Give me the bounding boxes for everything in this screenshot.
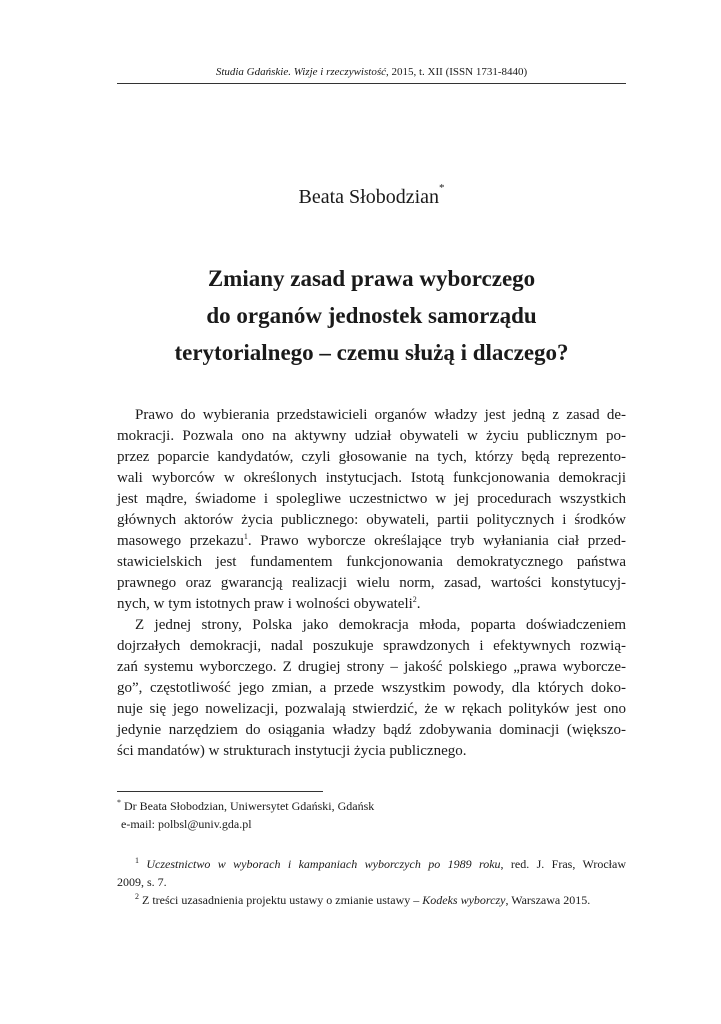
body-text-span: nych, w tym istotnych praw i wolności obywateli [117, 596, 413, 612]
body-line [117, 594, 626, 615]
body-line: wali wyborców w określonych instytucjach. Istotą funkcjonowania demokracji [117, 470, 626, 486]
footnote-2-details: , Warszawa 2015. [505, 893, 591, 907]
body-text-span: masowego przekazu [117, 533, 244, 549]
footnote-1-number: 1 [135, 856, 139, 865]
body-line: jest mądre, świadome i spolegliwe uczestnictwo w jej procedurach wszystkich [117, 491, 626, 507]
title-line: do organów jednostek samorządu [206, 303, 537, 328]
body-line: prawnego oraz gwarancją realizacji wielu norm, zasad, wartości konstytucyj- [117, 575, 626, 591]
footnote-ref-1: 1 [243, 532, 248, 541]
footnote-1 [117, 855, 626, 873]
author-footnote [117, 797, 626, 815]
body-line: stawicielskich jest fundamentem funkcjonowania demokratycznego państwa [117, 554, 626, 570]
body-line: mokracji. Pozwala ono na aktywny udział obywateli w życiu publicznym po- [117, 428, 626, 444]
body-line: głównych aktorów życia publicznego: obywateli, partii politycznych i środków [117, 512, 626, 528]
footnote-1-continuation: 2009, s. 7. [117, 875, 167, 889]
body-line [117, 531, 626, 552]
body-line: ści mandatów) w strukturach instytucji życia publicznego. [117, 743, 467, 759]
body-line: dojrzałych demokracji, nadal poszukuje sprawdzonych i efektywnych rozwią- [117, 638, 626, 654]
footnote-2-lead: Z treści uzasadnienia projektu ustawy o zmianie ustawy – [139, 893, 423, 907]
author-footnote-mark: * [439, 182, 445, 195]
footnote-1-title: Uczestnictwo w wyborach i kampaniach wyborczych po 1989 roku [146, 857, 501, 871]
footnote-rule [117, 791, 323, 792]
running-header [117, 66, 626, 78]
article-body [117, 405, 626, 762]
author-email: e-mail: polbsl@univ.gda.pl [121, 817, 252, 831]
body-line: zań systemu wyborczego. Z drugiej strony – jakość polskiego „prawa wyborcze- [117, 659, 626, 675]
body-line: go”, częstotliwość jego zmian, a przede wszystkim powody, dla których doko- [117, 680, 626, 696]
body-line: nuje się jego nowelizacji, pozwalają stwierdzić, że w rękach polityków jest ono [117, 701, 626, 717]
author-name-text: Beata Słobodzian [298, 186, 440, 208]
body-line: przez poparcie kandydatów, czyli głosowanie na tych, którzy będą reprezento- [117, 449, 626, 465]
author-footnote-mark: * [117, 798, 121, 807]
footnote-1-details: , red. J. Fras, Wrocław [500, 857, 627, 871]
footnote-2-number: 2 [135, 892, 139, 901]
header-rule [117, 83, 626, 84]
body-line: Z jednej strony, Polska jako demokracja młoda, poparta doświadczeniem [135, 617, 626, 633]
author-name [117, 182, 626, 209]
footnote-2 [117, 891, 626, 909]
footnotes [117, 797, 626, 909]
body-text-span: . Prawo wyborcze określające tryb wyłaniania ciał przed- [247, 533, 627, 549]
body-line: jedynie narzędziem do osiągania władzy bądź zdobywania dominacji (większo- [117, 722, 626, 738]
title-line: terytorialnego – czemu służą i dlaczego? [174, 340, 569, 365]
article-title [117, 260, 626, 371]
title-line: Zmiany zasad prawa wyborczego [207, 266, 536, 291]
journal-details: , 2015, t. XII (ISSN 1731-8440) [386, 66, 528, 78]
footnote-ref-2: 2 [412, 595, 417, 604]
journal-name: Studia Gdańskie. Wizje i rzeczywistość [215, 66, 386, 78]
footnote-gap [117, 833, 626, 855]
author-affiliation: Dr Beata Słobodzian, Uniwersytet Gdański, Gdańsk [121, 799, 375, 813]
footnote-2-title: Kodeks wyborczy [422, 893, 506, 907]
body-text-span: . [416, 596, 421, 612]
body-line: Prawo do wybierania przedstawicieli organów władzy jest jedną z zasad de- [135, 407, 626, 423]
